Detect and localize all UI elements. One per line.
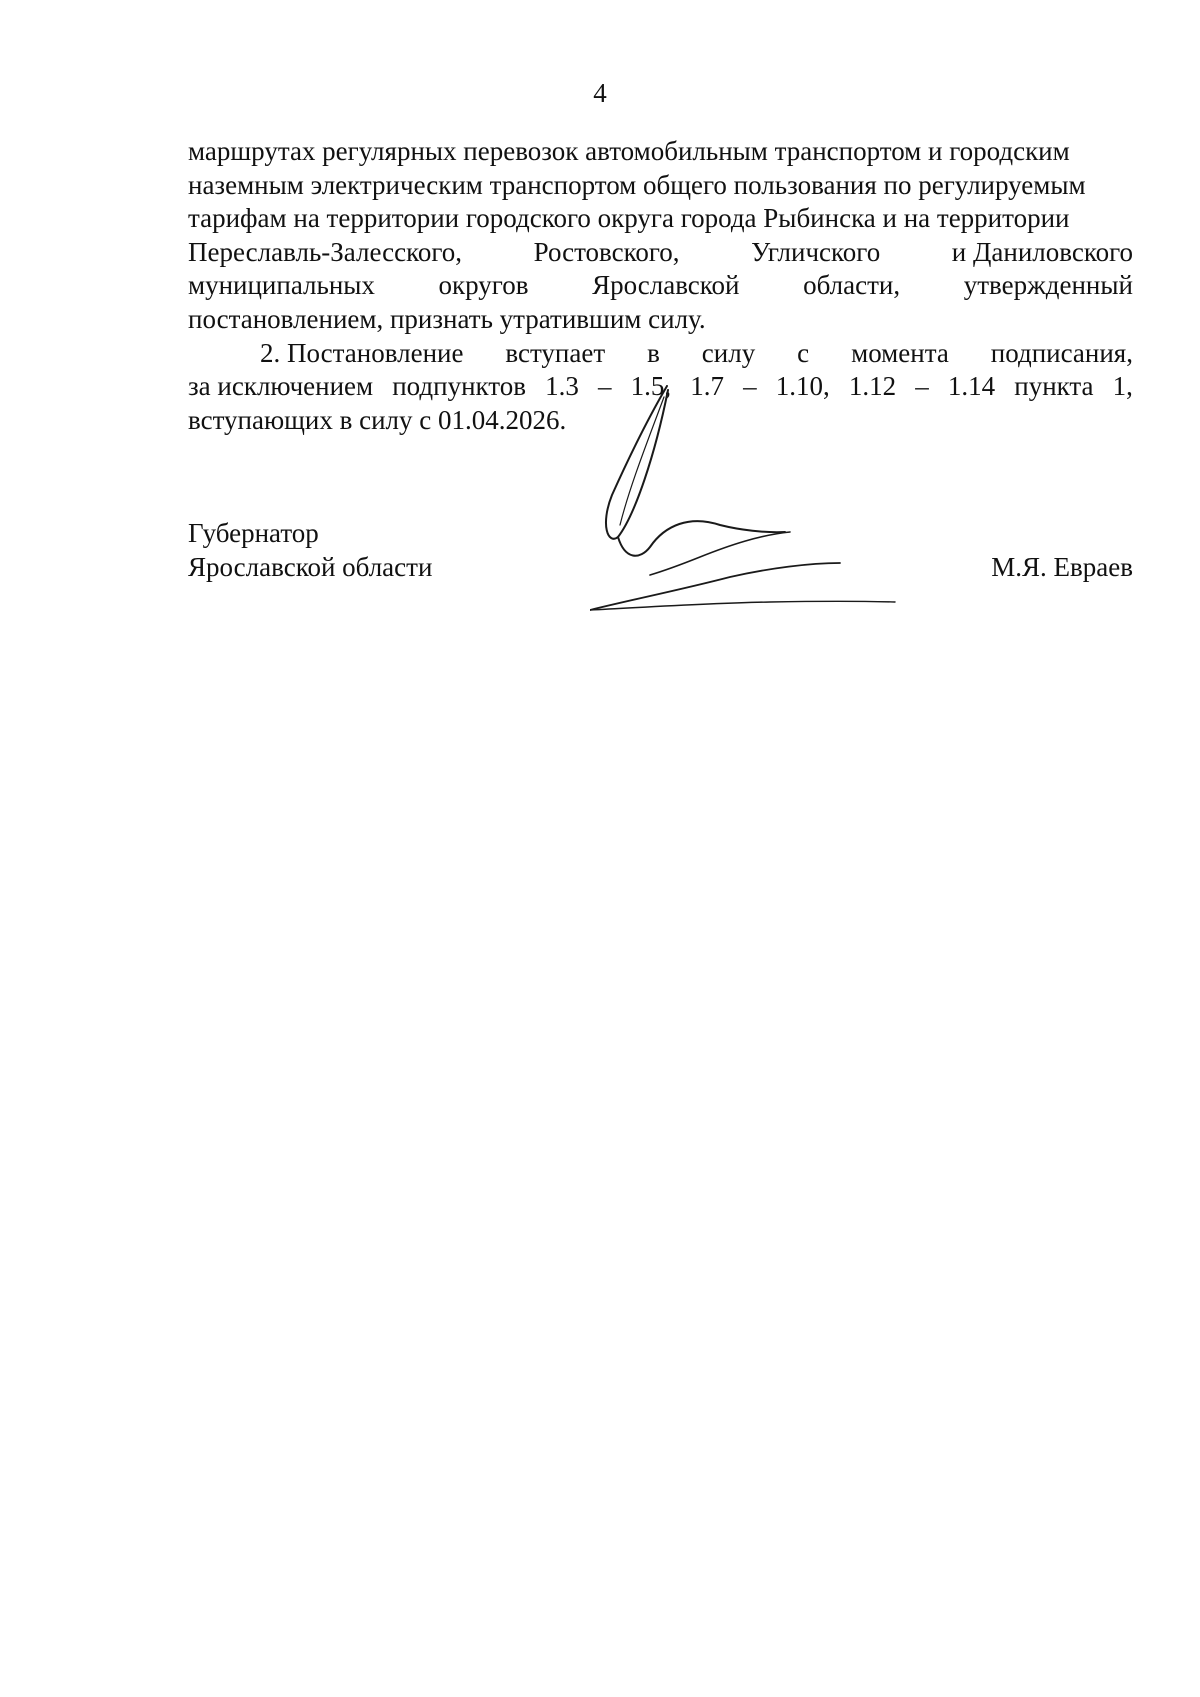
word: 1.14: [947, 371, 996, 402]
word: –: [598, 371, 612, 402]
word: –: [915, 371, 929, 402]
word: округов: [438, 270, 529, 301]
signature-base-line: [590, 601, 895, 610]
body-line-6: [188, 303, 1133, 337]
word: 1.10,: [775, 371, 830, 402]
word: 2. Постановление: [260, 337, 464, 368]
word: 1.3: [545, 371, 579, 402]
handwritten-signature: [590, 385, 970, 635]
word: и Даниловского: [951, 236, 1133, 267]
word: подписания,: [990, 337, 1133, 368]
text-fragment: маршрутах регулярных перевозок автомобильным транспортом и городским: [188, 136, 1070, 166]
word: с: [797, 337, 810, 368]
signature-loop: [606, 386, 668, 539]
text-fragment: вступающих в силу с 01.04.2026.: [188, 404, 567, 435]
word: области,: [803, 270, 901, 301]
word: Ростовского,: [533, 236, 680, 267]
word: 1.5,: [630, 371, 672, 402]
title-line-1: Губернатор: [188, 518, 319, 548]
word: 1,: [1112, 371, 1133, 402]
word: вступает: [505, 337, 606, 368]
body-line-2: [188, 169, 1133, 203]
word: муниципальных: [188, 270, 375, 301]
word: Угличского: [751, 236, 881, 267]
word: момента: [851, 337, 949, 368]
text-fragment: постановлением, признать утратившим силу.: [188, 303, 706, 334]
signatory-name: М.Я. Евраев: [991, 551, 1133, 582]
word: Ярославской: [592, 270, 740, 301]
body-line-3: [188, 202, 1133, 236]
word: подпунктов: [392, 371, 526, 402]
word: 1.7: [690, 371, 724, 402]
text-fragment: тарифам на территории городского округа города Рыбинска и на территории: [188, 203, 1070, 234]
signature-block: [188, 517, 1133, 584]
word: Переславль-Залесского,: [188, 236, 462, 267]
page-number: 4: [593, 78, 607, 108]
word: 1.12: [848, 371, 897, 402]
word: силу: [701, 337, 756, 368]
text-fragment: наземным электрическим транспортом общего пользования по регулируемым: [188, 169, 1086, 200]
word: за исключением: [188, 371, 374, 402]
word: пункта: [1014, 371, 1094, 402]
word: –: [743, 371, 757, 402]
signature-inner-loop: [620, 397, 664, 525]
body-line-4: [188, 236, 1133, 270]
body-line-1: [188, 135, 1133, 169]
word: в: [647, 337, 660, 368]
body-line-7: [188, 337, 1133, 371]
title-line-2: Ярославской области: [188, 551, 433, 582]
word: утвержденный: [963, 270, 1133, 301]
body-line-5: [188, 269, 1133, 303]
